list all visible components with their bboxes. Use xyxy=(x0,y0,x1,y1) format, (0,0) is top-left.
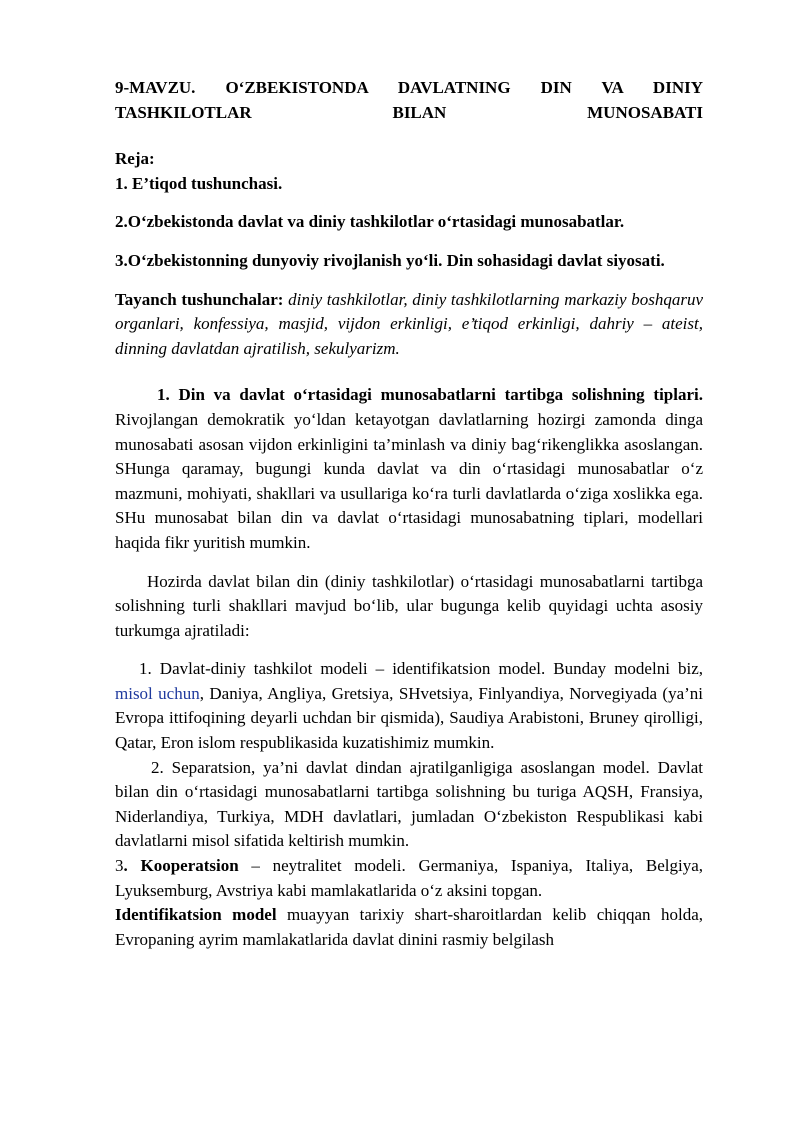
title-line-1: 9-MAVZU. O‘ZBEKISTONDA DAVLATNING DIN VA DINIY xyxy=(115,78,703,97)
model-1-before: 1. Davlat-diniy tashkilot modeli – identifikatsion model. Bunday modelni biz, xyxy=(139,659,703,679)
key-concepts-paragraph xyxy=(115,288,703,362)
key-concepts-label: Tayanch tushunchalar: xyxy=(115,289,284,309)
model-1-paragraph xyxy=(115,657,703,755)
model-3-heading: . Kooperatsion xyxy=(123,856,239,876)
plan-label: Reja: xyxy=(115,149,155,169)
section-1-text: Rivojlangan demokratik yo‘ldan ketayotgan davlatlarning hozirgi zamonda dinga munosabati asosan vijdon erkinligini ta’minlash va diniy bag‘rikenglikka asoslangan. SHunga qaramay, bugungi kunda davlat va din o‘rtasidagi munosabatlar o‘z mazmuni, mohiyati, shakllari va usullariga ko‘ra turli davlatlarda o‘ziga xoslikka ega. SHu munosabat bilan din va davlat o‘rtasidagi munosabatning tiplari, modellari haqida fikr yuritish mumkin. xyxy=(115,409,703,552)
final-paragraph xyxy=(115,903,703,952)
section-1-heading: 1. Din va davlat o‘rtasidagi munosabatlarni tartibga solishning tiplari. xyxy=(157,385,703,405)
final-text: muayyan tarixiy shart-sharoitlardan kelib chiqqan holda, Evropaning ayrim mamlakatlarida davlat dinini rasmiy belgilash xyxy=(115,905,703,949)
model-2-paragraph: 2. Separatsion, ya’ni davlat dindan ajratilganligiga asoslangan model. Davlat bilan din o‘rtasidagi munosabatlarni tartibga solishning bu turiga AQSH, Fransiya, Niderlandiya, Turkiya, MDH davlatlari, jumladan O‘zbekiston Respublikasi kabi davlatlarni misol sifatida keltirish mumkin. xyxy=(115,757,703,851)
model-3-text: – neytralitet modeli. Germaniya, Ispaniya, Italiya, Belgiya, Lyuksemburg, Avstriya kabi mamlakatlarida o‘z aksini topgan. xyxy=(115,856,703,900)
key-concepts-text: diniy tashkilotlar, diniy tashkilotlarning markaziy boshqaruv organlari, konfessiya, masjid, vijdon erkinligi, e’tiqod erkinligi, dahriy – ateist, dinning davlatdan ajratilish, sekulyarizm. xyxy=(115,289,703,358)
paragraph-2: Hozirda davlat bilan din (diniy tashkilotlar) o‘rtasidagi munosabatlarni tartibga solishning turli shakllari mavjud bo‘lib, ular bugunga kelib quyidagi uchta asosiy turkumga ajratiladi: xyxy=(115,571,703,640)
final-heading: Identifikatsion model xyxy=(115,905,277,925)
plan-item-2: 2.O‘zbekistonda davlat va diniy tashkilotlar o‘rtasidagi munosabatlar. xyxy=(115,212,625,232)
model-1-link[interactable]: misol uchun xyxy=(115,683,200,703)
model-1-after: , Daniya, Angliya, Gretsiya, SHvetsiya, Finlyandiya, Norvegiyada (ya’ni Evropa ittifoqining deyarli uchdan bir qismida), Saudiya Arabistoni, Bruney qirolligi, Qatar, Eron islom respublikasida kuzatishimiz mumkin. xyxy=(115,683,703,753)
plan-item-3: 3.O‘zbekistonning dunyoviy rivojlanish yo‘li. Din sohasidagi davlat siyosati. xyxy=(115,250,665,270)
title-line-2: TASHKILOTLAR BILAN MUNOSABATI xyxy=(115,102,703,122)
document-page xyxy=(115,70,703,952)
model-3-paragraph xyxy=(115,854,703,903)
plan-item-1: 1. E’tiqod tushunchasi. xyxy=(115,173,283,193)
model-3-number: 3 xyxy=(115,856,124,876)
section-1-paragraph xyxy=(115,383,703,555)
